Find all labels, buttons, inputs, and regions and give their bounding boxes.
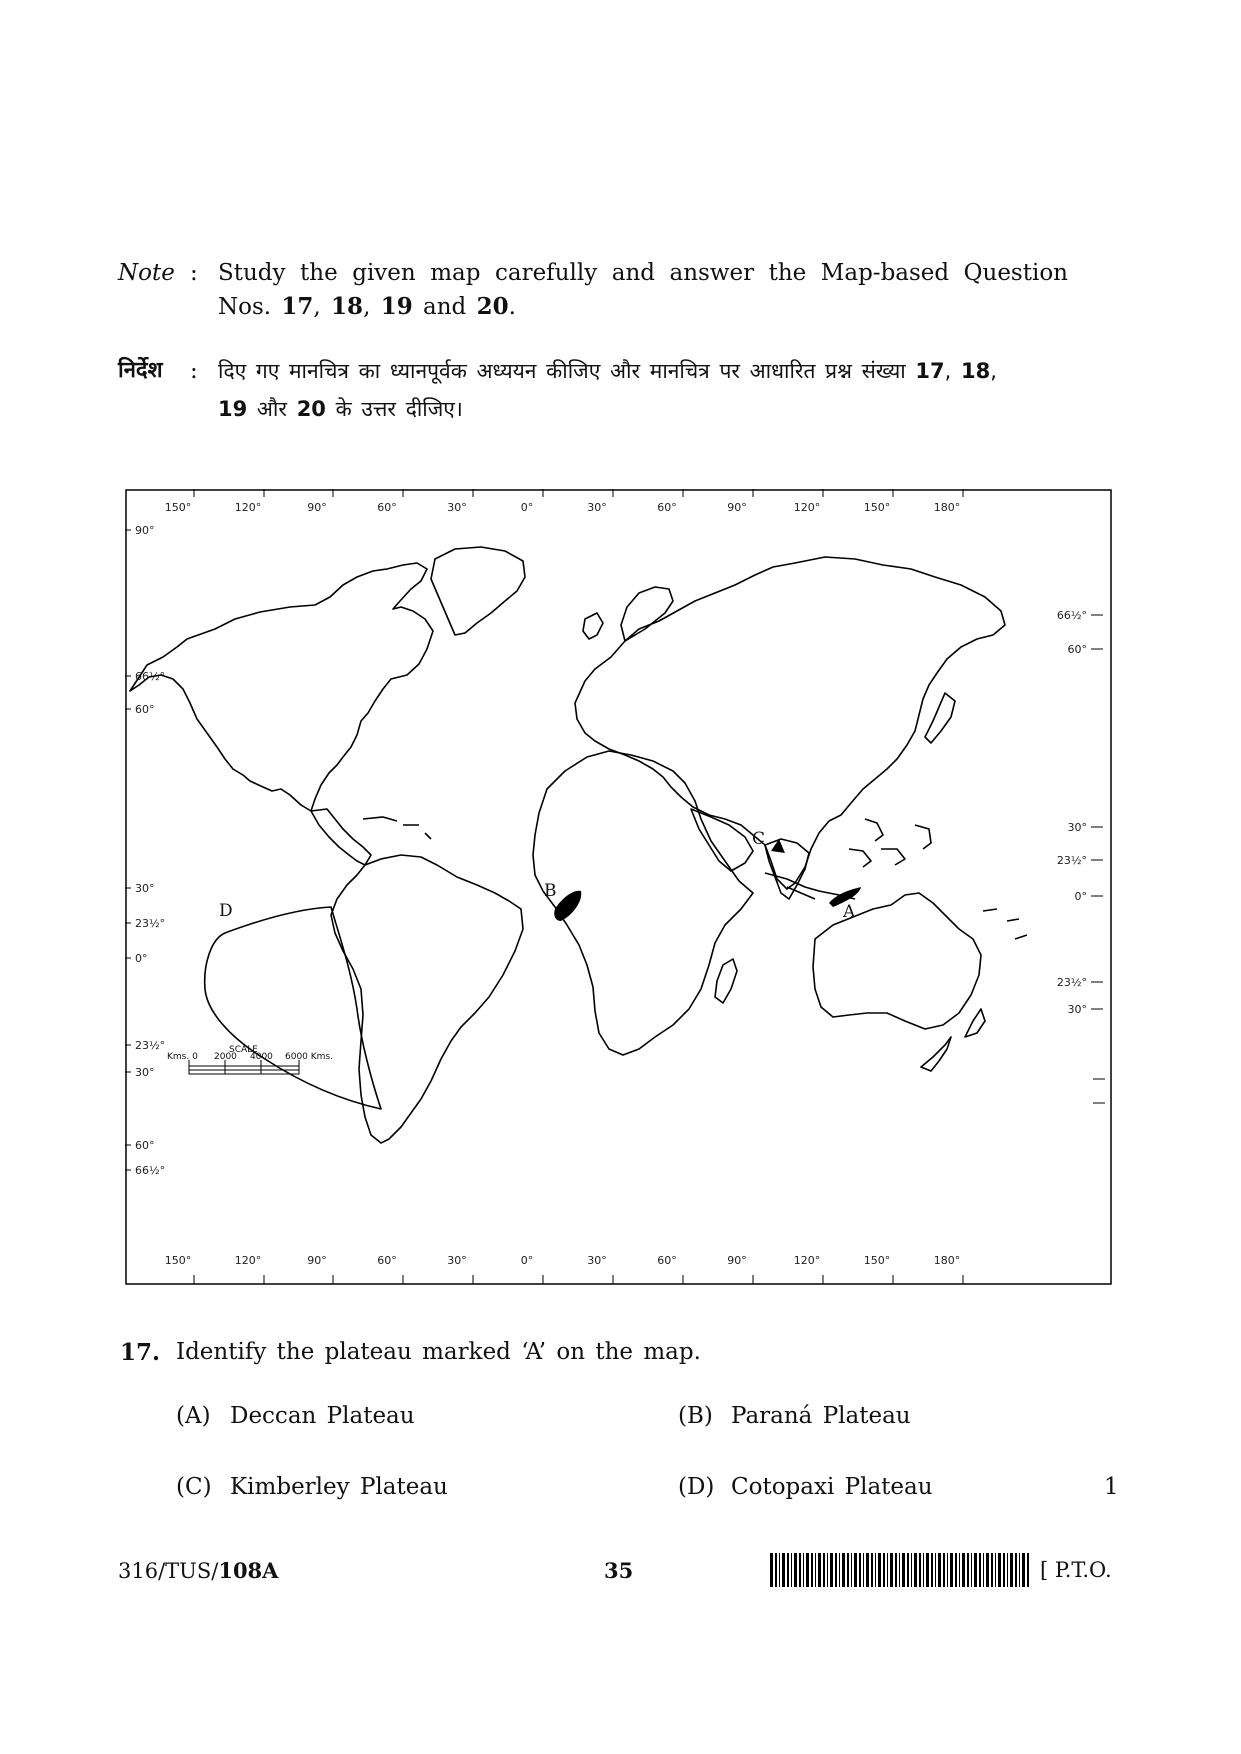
latitude-label-left: 30° [135,882,155,895]
scale-2000: 2000 [214,1052,237,1062]
longitude-label-top: 0° [520,501,534,514]
longitude-label-top: 150° [164,501,192,514]
nirdesh-line-1: दिए गए मानचित्र का ध्यानपूर्वक अध्ययन कीजिए और मानचित्र पर आधारित प्रश्न संख्या 17, 18, [218,359,997,383]
paper-code: 316/TUS/108A [118,1558,279,1583]
barcode [770,1553,1032,1587]
marker-b-label: B [544,881,557,901]
latitude-label-left: 66½° [135,1164,166,1177]
option-a-key: (A) [176,1403,211,1429]
latitude-label-right: 23½° [1056,854,1087,867]
note-label: Note [118,260,175,286]
nirdesh-line-2: 19 और 20 के उत्तर दीजिए। [218,397,463,421]
longitude-label-top: 60° [377,501,397,514]
option-b-text: Paraná Plateau [731,1403,911,1429]
nirdesh-label: निर्देश [118,358,163,383]
longitude-label-bottom: 90° [307,1254,327,1267]
note-line-2: Nos. 17, 18, 19 and 20. [218,293,516,320]
option-d-key: (D) [678,1474,715,1500]
note-colon: : [190,260,198,286]
longitude-label-top: 90° [727,501,747,514]
latitude-label-left: 23½° [135,917,166,930]
longitude-label-bottom: 180° [933,1254,961,1267]
option-a-text: Deccan Plateau [230,1403,415,1429]
question-text: Identify the plateau marked ‘A’ on the map. [176,1339,701,1365]
option-c-key: (C) [176,1474,212,1500]
longitude-label-bottom: 30° [587,1254,607,1267]
longitude-label-bottom: 90° [727,1254,747,1267]
latitude-label-right: 0° [1074,890,1087,903]
latitude-label-left: 60° [135,703,155,716]
longitude-label-top: 90° [307,501,327,514]
longitude-label-bottom: 120° [234,1254,262,1267]
latitude-label-left: 30° [135,1066,155,1079]
longitude-label-bottom: 60° [377,1254,397,1267]
note-line-1: Study the given map carefully and answer the Map-based Question [218,260,1068,286]
longitude-label-top: 30° [447,501,467,514]
question-marks: 1 [1104,1474,1119,1500]
latitude-label-left: 23½° [135,1039,166,1052]
longitude-label-top: 180° [933,501,961,514]
longitude-label-bottom: 120° [793,1254,821,1267]
latitude-label-right: 30° [1067,1003,1087,1016]
marker-d-label: D [219,901,233,921]
scale-4000: 4000 [250,1052,273,1062]
latitude-label-right: 66½° [1056,609,1087,622]
scale-6000: 6000 Kms. [285,1052,333,1062]
latitude-label-right: 30° [1067,821,1087,834]
option-b-key: (B) [678,1403,713,1429]
latitude-label-right: 23½° [1056,976,1087,989]
option-d-text: Cotopaxi Plateau [731,1474,933,1500]
longitude-label-top: 60° [657,501,677,514]
longitude-label-top: 120° [793,501,821,514]
option-c-text: Kimberley Plateau [230,1474,448,1500]
longitude-label-top: 150° [863,501,891,514]
world-map [125,489,1112,1285]
latitude-label-left: 0° [135,952,148,965]
scale-title: SCALE [229,1045,258,1055]
longitude-label-bottom: 0° [520,1254,534,1267]
marker-c-label: C [752,829,766,849]
pto-label: [ P.T.O. [1040,1558,1112,1582]
latitude-label-right: 60° [1067,643,1087,656]
longitude-label-top: 30° [587,501,607,514]
latitude-label-left: 90° [135,524,155,537]
question-number: 17. [120,1339,161,1366]
marker-a-label: A [843,902,856,922]
longitude-label-top: 120° [234,501,262,514]
longitude-label-bottom: 60° [657,1254,677,1267]
longitude-label-bottom: 150° [863,1254,891,1267]
latitude-label-left: 66½° [135,670,166,683]
latitude-label-left: 60° [135,1139,155,1152]
scale-kms-left: Kms. 0 [167,1052,198,1062]
page-number: 35 [604,1558,634,1583]
longitude-label-bottom: 150° [164,1254,192,1267]
longitude-label-bottom: 30° [447,1254,467,1267]
nirdesh-colon: : [190,358,198,384]
